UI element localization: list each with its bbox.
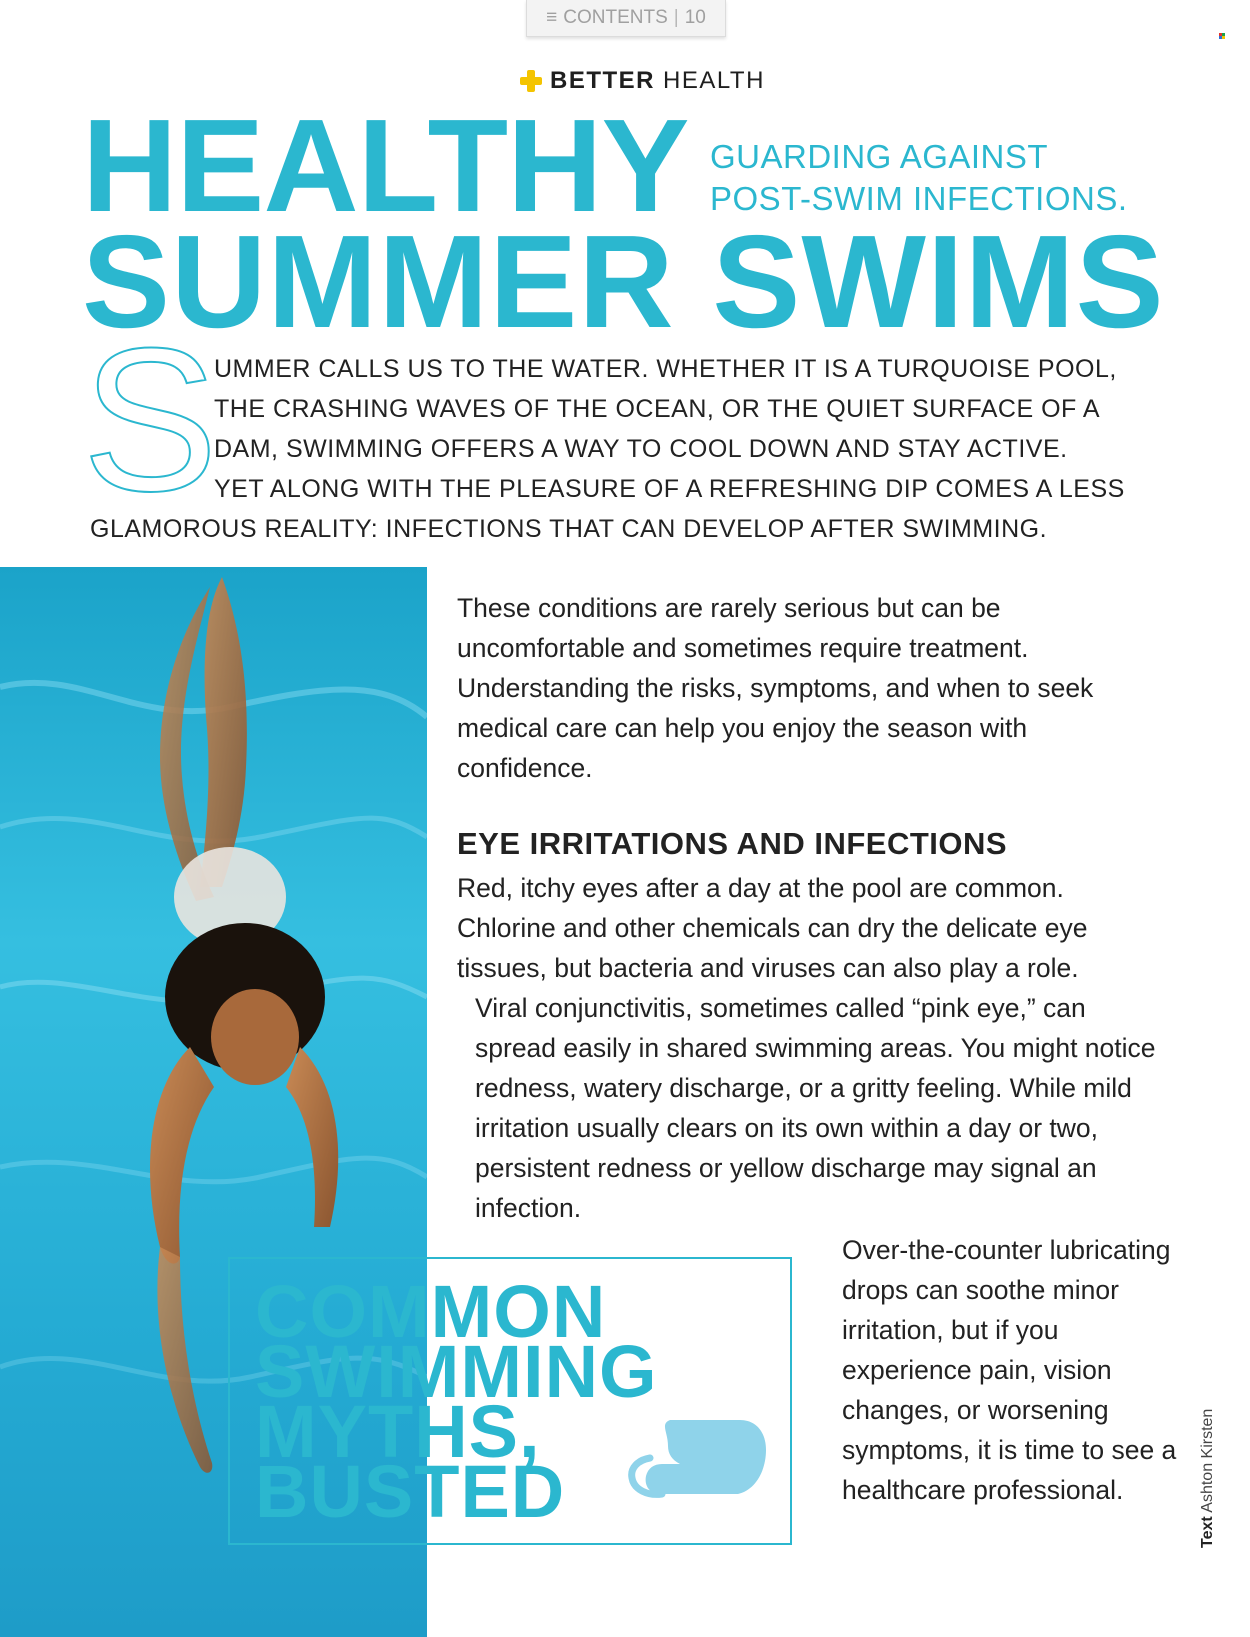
subtitle <box>710 136 1128 220</box>
lede-line: THE CRASHING WAVES OF THE OCEAN, OR THE QUIET SURFACE OF A <box>214 395 1101 423</box>
lede-line: YET ALONG WITH THE PLEASURE OF A REFRESHING DIP COMES A LESS <box>214 475 1125 503</box>
author-credit <box>1199 1409 1217 1548</box>
separator: | <box>673 7 679 28</box>
section-label-strong: BETTER <box>550 67 655 94</box>
intro-paragraph: These conditions are rarely serious but can be uncomfortable and sometimes require treatment. Understanding the risks, symptoms, and when to seek medical care can help you enjoy the season with confidence. <box>457 593 1094 783</box>
subtitle-line-1: GUARDING AGAINST <box>710 138 1049 175</box>
section-label-light: HEALTH <box>663 67 765 94</box>
treatment-paragraph: Over-the-counter lubricating drops can soothe minor irritation, but if you experience pain, vision changes, or worsening symptoms, it is time to see a healthcare professional. <box>842 1235 1177 1505</box>
color-mark-icon <box>1219 33 1225 39</box>
menu-icon: ≡ <box>546 7 558 28</box>
lede-line: DAM, SWIMMING OFFERS A WAY TO COOL DOWN AND STAY ACTIVE. <box>214 435 1068 463</box>
drop-cap: S <box>82 306 219 534</box>
myths-line: BUSTED <box>255 1450 566 1533</box>
eye-paragraph-2: Viral conjunctivitis, sometimes called “pink eye,” can spread easily in shared swimming areas. You might notice redness, watery discharge, or a gritty feeling. While mild irritation usually clears on its own within a day or two, persistent redness or yellow discharge may signal an infection. <box>475 993 1156 1223</box>
contents-label: CONTENTS <box>563 7 668 28</box>
myths-line: SWIMMING <box>255 1330 658 1413</box>
pointing-hand-icon[interactable] <box>620 1410 770 1500</box>
myths-line: COMMON <box>255 1270 607 1353</box>
myths-line: MYTHS, <box>255 1390 541 1473</box>
myths-callout-title <box>255 1270 658 1533</box>
lede-line: GLAMOROUS REALITY: INFECTIONS THAT CAN DEVELOP AFTER SWIMMING. <box>90 515 1048 543</box>
credit-author: Ashton Kirsten <box>1199 1408 1216 1513</box>
headline-line-1: HEALTHY <box>82 92 689 239</box>
page-number: 10 <box>684 7 706 28</box>
section-subheading: EYE IRRITATIONS AND INFECTIONS <box>457 826 1008 861</box>
lede-paragraph <box>90 349 1170 549</box>
subtitle-line-2: POST-SWIM INFECTIONS. <box>710 180 1128 217</box>
eye-paragraph <box>457 868 1157 1228</box>
headline-line-2: SUMMER SWIMS <box>82 208 1165 355</box>
plus-icon <box>520 70 542 92</box>
eye-paragraph-1: Red, itchy eyes after a day at the pool are common. Chlorine and other chemicals can dry the delicate eye tissues, but bacteria and viruses can also play a role. <box>457 873 1088 983</box>
contents-button[interactable] <box>526 0 726 37</box>
credit-label: Text <box>1199 1516 1216 1548</box>
lede-line: UMMER CALLS US TO THE WATER. WHETHER IT IS A TURQUOISE POOL, <box>214 355 1117 383</box>
